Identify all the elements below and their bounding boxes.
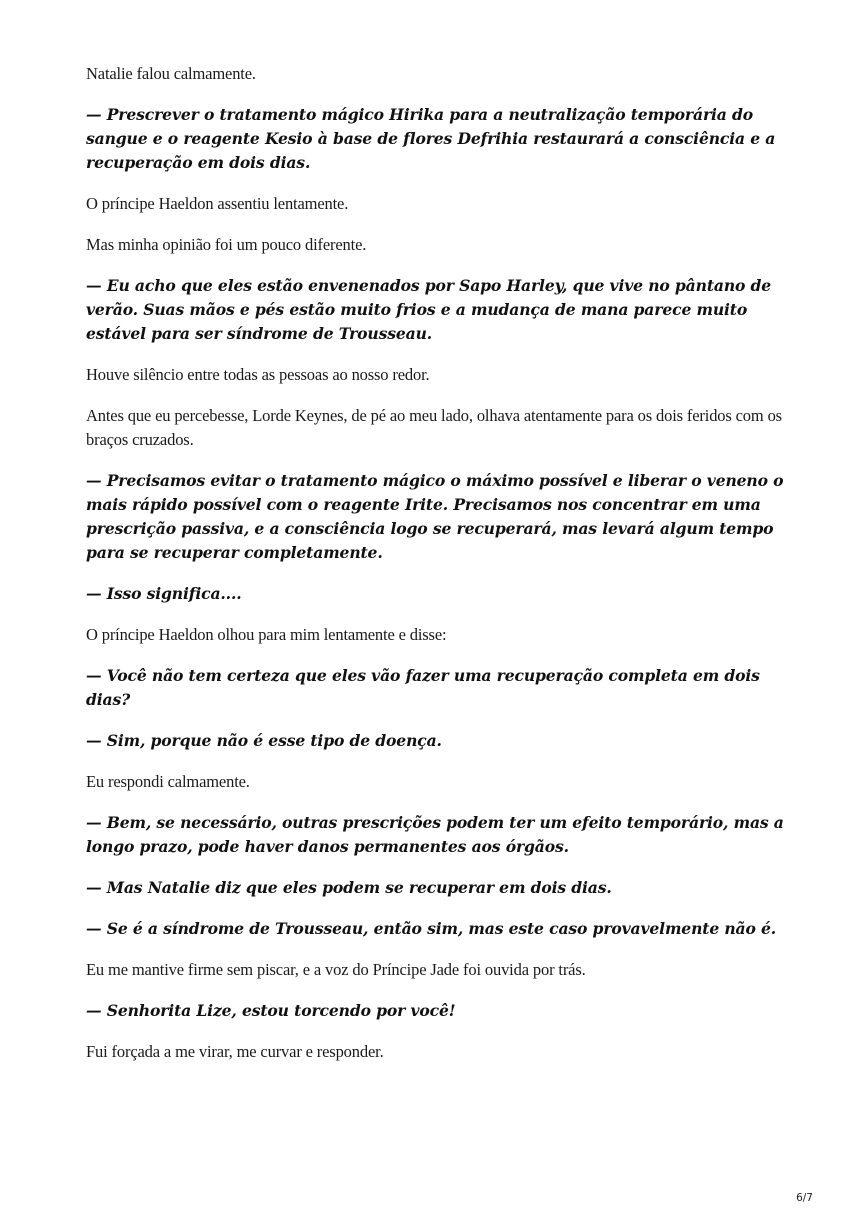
dialogue-paragraph: — Sim, porque não é esse tipo de doença. bbox=[86, 731, 442, 750]
dialogue-paragraph: — Isso significa.... bbox=[86, 584, 242, 603]
narration-paragraph: O príncipe Haeldon olhou para mim lentamente e disse: bbox=[86, 625, 447, 644]
dialogue-paragraph: — Precisamos evitar o tratamento mágico o máximo possível e liberar o veneno o mais rápido possível com o reagente Irite. Precisamos nos concentrar em uma prescrição passiva, e a consciência logo se recuperará, mas levará algum tempo para se recuperar completamente. bbox=[86, 471, 784, 562]
narration-paragraph: Natalie falou calmamente. bbox=[86, 64, 256, 83]
page-number: 6/7 bbox=[796, 1192, 813, 1204]
dialogue-paragraph: — Se é a síndrome de Trousseau, então sim, mas este caso provavelmente não é. bbox=[86, 919, 777, 938]
dialogue-paragraph: — Mas Natalie diz que eles podem se recuperar em dois dias. bbox=[86, 878, 612, 897]
dialogue-paragraph: — Prescrever o tratamento mágico Hirika para a neutralização temporária do sangue e o reagente Kesio à base de flores Defrihia restaurará a consciência e a recuperação em dois dias. bbox=[86, 105, 776, 172]
narration-paragraph: Fui forçada a me virar, me curvar e responder. bbox=[86, 1042, 384, 1061]
dialogue-paragraph: — Bem, se necessário, outras prescrições podem ter um efeito temporário, mas a longo prazo, pode haver danos permanentes aos órgãos. bbox=[86, 813, 784, 856]
narration-paragraph: Eu me mantive firme sem piscar, e a voz do Príncipe Jade foi ouvida por trás. bbox=[86, 960, 586, 979]
narration-paragraph: Mas minha opinião foi um pouco diferente. bbox=[86, 235, 367, 254]
dialogue-paragraph: — Senhorita Lize, estou torcendo por você! bbox=[86, 1001, 456, 1020]
dialogue-paragraph: — Você não tem certeza que eles vão fazer uma recuperação completa em dois dias? bbox=[86, 666, 760, 709]
dialogue-paragraph: — Eu acho que eles estão envenenados por Sapo Harley, que vive no pântano de verão. Suas mãos e pés estão muito frios e a mudança de mana parece muito estável para ser síndrome de Trousseau. bbox=[86, 276, 772, 343]
narration-paragraph: O príncipe Haeldon assentiu lentamente. bbox=[86, 194, 349, 213]
narration-paragraph: Houve silêncio entre todas as pessoas ao nosso redor. bbox=[86, 365, 430, 384]
narration-paragraph: Eu respondi calmamente. bbox=[86, 772, 250, 791]
document-body bbox=[86, 62, 786, 1081]
narration-paragraph: Antes que eu percebesse, Lorde Keynes, de pé ao meu lado, olhava atentamente para os dois feridos com os braços cruzados. bbox=[86, 406, 782, 449]
